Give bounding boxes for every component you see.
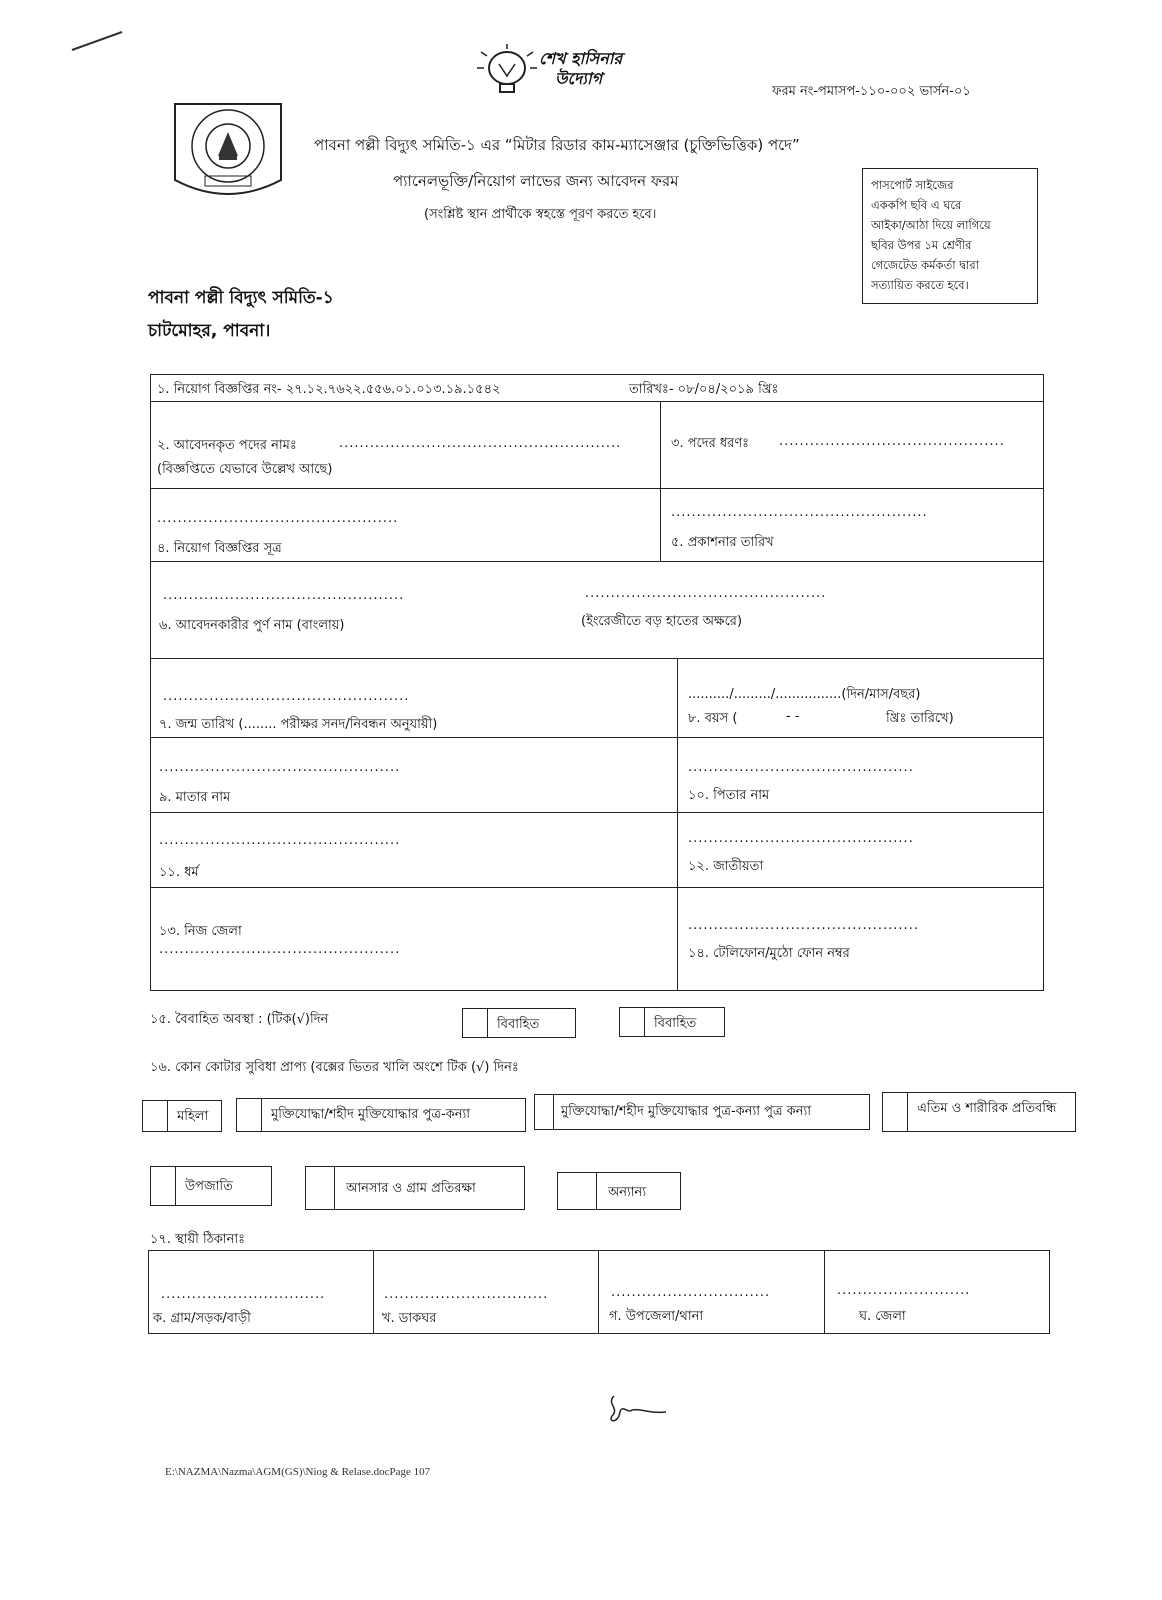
checkbox[interactable] xyxy=(535,1095,554,1129)
logo-line1: শেখ হাসিনার xyxy=(539,49,623,68)
cell-circular-source[interactable] xyxy=(150,488,661,562)
quota-option-freedom-fighter-child[interactable] xyxy=(236,1098,526,1132)
marital-option-label: বিবাহিত xyxy=(654,1016,697,1031)
header-subtitle: প্যানেলভূক্তি/নিয়োগ লাভের জন্য আবেদন ফরম xyxy=(393,172,679,190)
photo-box-line: আইকা/আঠা দিয়ে লাগিয়ে xyxy=(871,218,991,232)
circular-date: তারিখঃ- ০৮/০৪/২০১৯ খ্রিঃ xyxy=(629,382,779,397)
marital-option-1[interactable] xyxy=(462,1008,576,1038)
addressee-line2: চাটমোহর, পাবনা। xyxy=(148,321,271,341)
logo xyxy=(475,42,705,98)
checkbox[interactable] xyxy=(143,1101,168,1131)
cell-nationality[interactable] xyxy=(677,812,1044,888)
cell-publication-date[interactable] xyxy=(660,488,1044,562)
post-name-label: ২. আবেদনকৃত পদের নামঃ xyxy=(157,438,297,453)
dotted-line: ............................................ xyxy=(688,831,914,846)
home-district-label: ১৩. নিজ জেলা xyxy=(159,924,242,939)
post-name-note: (বিজ্ঞপ্তিতে যেভাবে উল্লেখ আছে) xyxy=(157,462,333,477)
permanent-address-label: ১৭. স্থায়ী ঠিকানাঃ xyxy=(150,1232,246,1247)
quota-option-freedom-fighter-grandchild[interactable] xyxy=(534,1094,870,1130)
dotted-line: ............................................ xyxy=(688,760,914,775)
cell-post-office[interactable] xyxy=(373,1250,599,1334)
phone-label: ১৪. টেলিফোন/মুঠো ফোন নম্বর xyxy=(688,946,850,961)
dotted-line: ............................................ xyxy=(779,434,1005,449)
dotted-line: ................................................ xyxy=(163,689,410,704)
age-date-suffix: খ্রিঃ তারিখে) xyxy=(886,711,954,726)
cell-upazila[interactable] xyxy=(598,1250,825,1334)
cell-father-name[interactable] xyxy=(677,737,1044,813)
circular-source-label: ৪. নিয়োগ বিজ্ঞপ্তির সূত্র xyxy=(157,541,282,556)
header-instruction: (সংশ্লিষ্ট স্থান প্রার্থীকে স্বহস্তে পূরণ করতে হবে। xyxy=(424,207,657,222)
signature xyxy=(600,1390,670,1430)
header-title: পাবনা পল্লী বিদ্যুৎ সমিতি-১ এর “মিটার রিডার কাম-ম্যাসেঞ্জার (চুক্তিভিত্তিক) পদে” xyxy=(314,136,800,154)
cell-home-district[interactable] xyxy=(150,887,678,991)
logo-line2: উদ্যোগ xyxy=(555,69,603,88)
checkbox[interactable] xyxy=(151,1167,176,1205)
post-office-label: খ. ডাকঘর xyxy=(382,1311,437,1326)
checkbox[interactable] xyxy=(237,1099,262,1131)
dotted-line: ................................ xyxy=(161,1287,326,1302)
applicant-name-en-label: (ইংরেজীতে বড় হাতের অক্ষরে) xyxy=(581,614,743,629)
father-name-label: ১০. পিতার নাম xyxy=(688,788,770,803)
photo-box-line: গেজেটেড কর্মকর্তা দ্বারা xyxy=(871,258,980,272)
dotted-line: ....................................................... xyxy=(339,436,622,451)
applicant-name-bn-label: ৬. আবেদনকারীর পুর্ণ নাম (বাংলায়) xyxy=(159,618,345,633)
cell-religion[interactable] xyxy=(150,812,678,888)
form-code: ফরম নং-পমাসপ-১১০-০০২ ভার্সন-০১ xyxy=(772,84,971,99)
cell-age[interactable] xyxy=(677,658,1044,738)
village-label: ক. গ্রাম/সড়ক/বাড়ী xyxy=(153,1311,251,1326)
cell-village[interactable] xyxy=(148,1250,374,1334)
cell-applicant-name[interactable] xyxy=(150,561,1044,659)
quota-option-label: উপজাতি xyxy=(185,1179,233,1194)
mother-name-label: ৯. মাতার নাম xyxy=(159,790,231,805)
photo-box-line: সত্যায়িত করতে হবে। xyxy=(871,278,969,292)
dotted-line: ................................ xyxy=(384,1287,549,1302)
cell-phone[interactable] xyxy=(677,887,1044,991)
dotted-line: ............................................... xyxy=(159,760,401,775)
checkbox[interactable] xyxy=(306,1167,335,1209)
quota-option-label: আনসার ও গ্রাম প্রতিরক্ষা xyxy=(346,1181,476,1196)
addressee-line1: পাবনা পল্লী বিদ্যুৎ সমিতি-১ xyxy=(148,288,334,308)
photo-box-line: এককপি ছবি এ ঘরে xyxy=(871,198,962,212)
cell-birth-date[interactable] xyxy=(150,658,678,738)
age-date-format: ........../........./................(দিন/মাস/বছর) xyxy=(688,687,921,702)
cell-post-name[interactable] xyxy=(150,401,661,489)
photo-box-line: পাসপোর্ট সাইজের xyxy=(871,178,954,192)
marital-status-label: ১৫. বৈবাহিত অবস্থা : (টিক(√)দিন xyxy=(150,1012,329,1027)
quota-option-orphan-disabled[interactable] xyxy=(882,1092,1076,1132)
photo-box-line: ছবির উপর ১ম শ্রেণীর xyxy=(871,238,972,252)
quota-option-other[interactable] xyxy=(557,1172,681,1210)
lightbulb-icon xyxy=(475,42,539,98)
quota-option-label: মহিলা xyxy=(177,1109,209,1124)
nationality-label: ১২. জাতীয়তা xyxy=(688,859,764,874)
quota-option-women[interactable] xyxy=(142,1100,222,1132)
dotted-line: .......................... xyxy=(837,1283,971,1298)
quota-option-tribal[interactable] xyxy=(150,1166,272,1206)
cell-post-type[interactable] xyxy=(660,401,1044,489)
dotted-line: ............................... xyxy=(611,1285,771,1300)
age-label: ৮. বয়স ( xyxy=(688,711,738,726)
quota-option-label: অন্যান্য xyxy=(608,1185,647,1200)
footer-path: E:\NAZMA\Nazma\AGM(GS)\Niog & Relase.docPage 107 xyxy=(165,1466,431,1478)
dotted-line: ............................................... xyxy=(159,833,401,848)
age-separators: - - xyxy=(786,709,800,724)
religion-label: ১১. ধর্ম xyxy=(159,865,199,880)
dotted-line: ............................................... xyxy=(159,942,401,957)
upazila-label: গ. উপজেলা/থানা xyxy=(609,1309,704,1324)
quota-option-label: মুক্তিযোদ্ধা/শহীদ মুক্তিযোদ্ধার পুত্র-কন্যা পুত্র কন্যা xyxy=(561,1104,812,1119)
district-label: ঘ. জেলা xyxy=(859,1309,906,1324)
circular-number: ১. নিয়োগ বিজ্ঞপ্তির নং- ২৭.১২.৭৬২২.৫৫৬.০১.০১৩.১৯.১৫৪২ xyxy=(157,382,501,397)
cell-mother-name[interactable] xyxy=(150,737,678,813)
post-type-label: ৩. পদের ধরণঃ xyxy=(671,436,750,451)
birth-date-label: ৭. জন্ম তারিখ (........ পরীক্ষর সনদ/নিবন্ধন অনুযায়ী) xyxy=(159,717,438,732)
checkbox[interactable] xyxy=(620,1008,645,1036)
dotted-line: ............................................... xyxy=(157,511,399,526)
marital-option-2[interactable] xyxy=(619,1007,725,1037)
dotted-line: ............................................... xyxy=(163,588,405,603)
checkbox[interactable] xyxy=(558,1173,597,1209)
dotted-line: ............................................... xyxy=(585,586,827,601)
dotted-line: ............................................. xyxy=(688,918,919,933)
quota-option-ansar[interactable] xyxy=(305,1166,525,1210)
quota-label: ১৬. কোন কোটার সুবিধা প্রাপ্য (বক্সের ভিতর খালি অংশে টিক (√) দিনঃ xyxy=(150,1060,519,1075)
dotted-line: .................................................. xyxy=(671,505,928,520)
quota-option-label: মুক্তিযোদ্ধা/শহীদ মুক্তিযোদ্ধার পুত্র-কন্যা xyxy=(271,1107,471,1122)
marital-option-label: বিবাহিত xyxy=(497,1017,540,1032)
cell-district[interactable] xyxy=(824,1250,1050,1334)
checkbox[interactable] xyxy=(463,1009,488,1037)
organization-seal xyxy=(165,96,291,200)
photo-box xyxy=(862,168,1038,304)
checkbox[interactable] xyxy=(883,1093,908,1131)
publication-date-label: ৫. প্রকাশনার তারিখ xyxy=(671,535,774,550)
row-circular-number xyxy=(150,374,1044,402)
pen-mark xyxy=(70,28,126,54)
quota-option-label: এতিম ও শারীরিক প্রতিবন্ধি xyxy=(917,1101,1057,1116)
